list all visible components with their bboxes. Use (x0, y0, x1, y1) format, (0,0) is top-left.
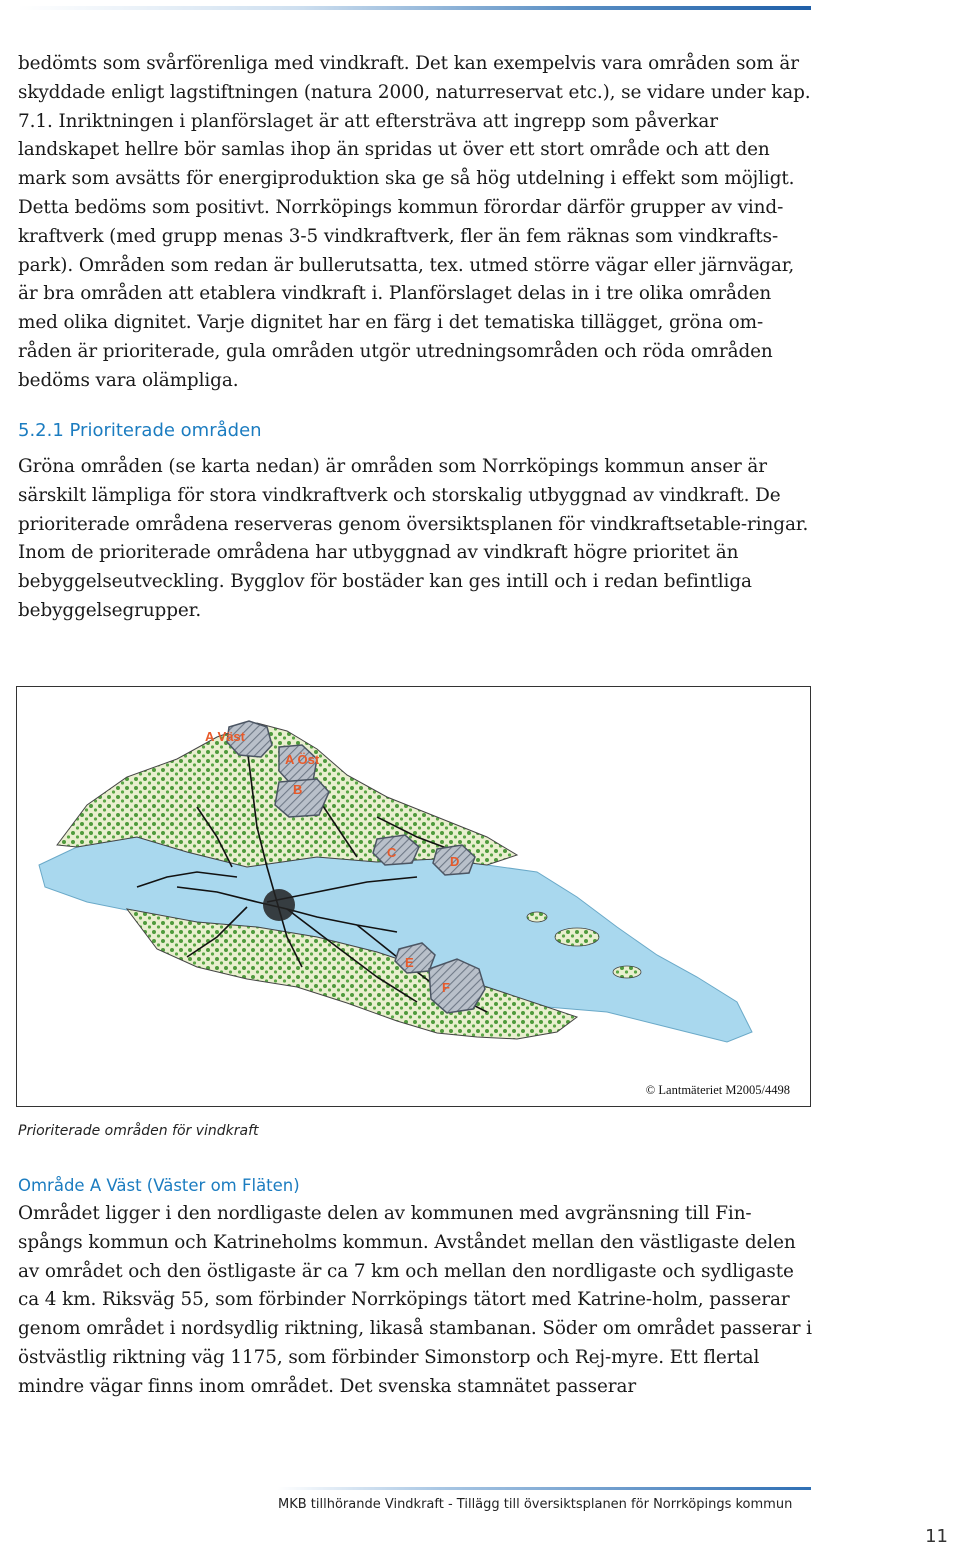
body-paragraph-3: Området ligger i den nordligaste delen av kommunen med avgränsning till Fin-spångs kommun och Katrineholms kommun. Avståndet mellan den västligaste delen av området och den östligaste är ca 7 km och mellan den nordligaste och sydligaste ca 4 km. Riksväg 55, som förbinder Norrköpings tätort med Katrine-holm, passerar genom området i nordsydlig riktning, likaså stambanan. Söder om området passerar i östvästlig riktning väg 1175, som förbinder Simonstorp och Rej-myre. Ett flertal mindre vägar finns inom området. Det svenska stamnätet passerar (18, 1203, 812, 1397)
section-heading: 5.2.1 Prioriterade områden (18, 420, 262, 441)
label-a-ost: A Öst (285, 752, 320, 767)
label-d: D (450, 854, 460, 869)
label-a-vast: A Väst (205, 729, 245, 744)
municipality-map (17, 687, 810, 1106)
island (527, 912, 547, 922)
label-c: C (387, 845, 397, 860)
subheading: Område A Väst (Väster om Fläten) (18, 1176, 300, 1195)
label-b: B (293, 782, 303, 797)
map-copyright: © Lantmäteriet M2005/4498 (645, 1083, 790, 1097)
city-center (263, 889, 295, 921)
label-f: F (442, 980, 450, 995)
top-rule (18, 6, 811, 10)
figure-caption: Prioriterade områden för vindkraft (18, 1123, 259, 1139)
footer-title: MKB tillhörande Vindkraft - Tillägg till översiktsplanen för Norrköpings kommun (278, 1497, 793, 1512)
footer-rule (278, 1487, 811, 1490)
island (613, 966, 641, 978)
map-figure (16, 686, 811, 1107)
island (555, 928, 599, 946)
body-paragraph-2: Gröna områden (se karta nedan) är områden som Norrköpings kommun anser är särskilt lämpliga för stora vindkraftverk och storskalig utbyggnad av vindkraft. De prioriterade områdena reserveras genom översiktsplanen för vindkraftsetable-ringar. Inom de prioriterade områdena har utbyggnad av vindkraft högre prioritet än bebyggelseutveckling. Bygglov för bostäder kan ges intill och i redan befintliga bebyggelsegrupper. (18, 456, 809, 621)
label-e: E (405, 955, 414, 970)
page-number: 11 (925, 1526, 948, 1547)
body-paragraph-1: bedömts som svårförenliga med vindkraft. Det kan exempelvis vara områden som är skyddade enligt lagstiftningen (natura 2000, naturreservat etc.), se vidare under kap. 7.1. Inriktningen i planförslaget är att eftersträva att ingrepp som påverkar landskapet hellre bör samlas ihop än spridas ut över ett stort område och att den mark som avsätts för energiproduktion ska ge så hög utdelning i effekt som möjligt. Detta bedöms som positivt. Norrköpings kommun förordar därför grupper av vind-kraftverk (med grupp menas 3-5 vindkraftverk, fler än fem räknas som vindkrafts-park). Områden som redan är bullerutsatta, tex. utmed större vägar eller järnvägar, är bra områden att etablera vindkraft i. Planförslaget delas in i tre olika områden med olika dignitet. Varje dignitet har en färg i det tematiska tillägget, gröna om-råden är prioriterade, gula områden utgör utredningsområden och röda områden bedöms vara olämpliga. (18, 53, 811, 391)
